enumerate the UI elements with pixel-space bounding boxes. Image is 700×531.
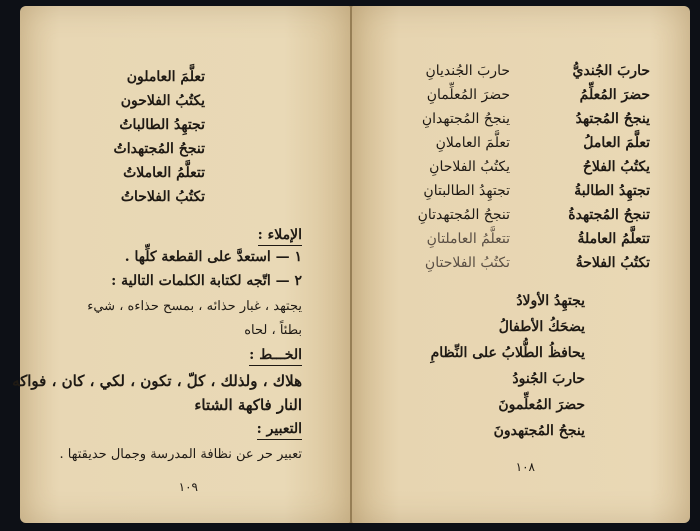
- list-item: حاربَ الجُنديانِ: [425, 63, 510, 79]
- list-item: تعلَّمَ العاملانِ: [435, 135, 510, 151]
- khatt-line: هلاك ، ولذلك ، كلّ ، تكون ، لكي ، كان ، فواكه: [12, 372, 302, 390]
- list-item: تنجحُ المُجتهدتانِ: [417, 207, 510, 223]
- tabeer-text: تعبير حر عن نظافة المدرسة وجمال حديقتها .: [59, 447, 302, 462]
- list-item: يجتهِدُ الأولادُ: [516, 293, 585, 309]
- list-item: يكتُبُ الفلاحون: [120, 93, 205, 109]
- left-page: [12, 6, 350, 523]
- list-item: يضحَكُ الأطفالُ: [498, 319, 585, 335]
- imla-item: ٢ — اتّجه لكتابة الكلمات التالية :: [111, 273, 302, 289]
- list-item: تنجحُ المُجتهدةُ: [568, 207, 650, 223]
- list-item: تجتهِدُ الطالبتانِ: [423, 183, 510, 199]
- list-item: يكتُبُ الفلاحانِ: [429, 159, 510, 175]
- page-number: ١٠٩: [178, 480, 198, 494]
- list-item: حضرَ المُعلِّمُ: [579, 87, 650, 103]
- list-item: حاربَ الجُنديُّ: [572, 63, 650, 79]
- list-item: ينجحُ المُجتهدُ: [575, 111, 650, 127]
- list-item: تنجحُ المُجتهداتُ: [113, 141, 205, 157]
- imla-words: بطئاً ، لحاه: [244, 323, 302, 338]
- list-item: يحافظُ الطُّلابُ على النِّظامِ: [430, 345, 585, 361]
- list-item: حضرَ المُعلِّمانِ: [426, 87, 510, 103]
- page-number: ١٠٨: [515, 460, 535, 474]
- list-item: تتعلَّمُ العاملاتُ: [123, 165, 205, 181]
- list-item: تعلَّمَ العاملُ: [583, 135, 650, 151]
- list-item: تعلَّمَ العاملون: [126, 69, 205, 85]
- list-item: تكتُبُ الفلاحةُ: [575, 255, 650, 271]
- list-item: تجتهِدُ الطالباتُ: [119, 117, 205, 133]
- list-item: ينجحُ المُجتهدانِ: [421, 111, 510, 127]
- list-item: ينجحُ المُجتهدونَ: [493, 423, 585, 439]
- imla-header: الإملاء :: [258, 226, 302, 246]
- imla-words: يجتهد ، غبار حذائه ، بمسح حذاءه ، شيء: [87, 299, 302, 314]
- list-item: حاربَ الجُنودُ: [512, 371, 585, 387]
- khatt-header: الخـــط :: [249, 346, 302, 366]
- khatt-line: النار فاكهة الشتاء: [194, 396, 302, 414]
- tabeer-header: التعبير :: [257, 420, 302, 440]
- list-item: تتعلَّمُ العاملةُ: [577, 231, 650, 247]
- imla-item: ١ — استعدَّ على القطعة كلِّها .: [124, 249, 302, 265]
- list-item: تتعلَّمُ العاملتانِ: [426, 231, 510, 247]
- list-item: تكتُبُ الفلاحاتُ: [120, 189, 205, 205]
- list-item: تكتُبُ الفلاحتانِ: [424, 255, 510, 271]
- list-item: تجتهِدُ الطالبةُ: [574, 183, 650, 199]
- list-item: يكتُبُ الفلاحُ: [582, 159, 650, 175]
- list-item: حضرَ المُعلِّمونَ: [498, 397, 585, 413]
- right-page: [352, 6, 690, 523]
